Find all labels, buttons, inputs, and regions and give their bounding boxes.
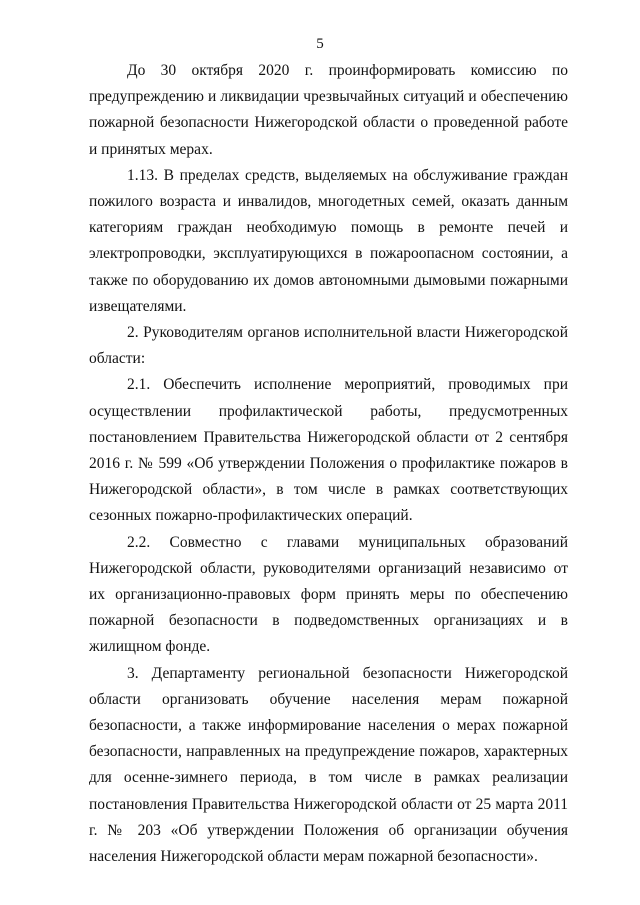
paragraph-2-2: 2.2. Совместно с главами муниципальных образований Нижегородской области, руководителями организаций независимо от их организационно-правовых форм принять меры по обеспечению пожарной безопасности в подведомственных организациях и в жилищном фонде.: [89, 533, 568, 656]
paragraph-1-13: 1.13. В пределах средств, выделяемых на обслуживание граждан пожилого возраста и инвалидов, многодетных семей, оказать данным категориям граждан необходимую помощь в ремонте печей и электропроводки, эксплуатирующихся в пожароопасном состоянии, а также по оборудованию их домов автономными дымовыми пожарными извещателями.: [89, 166, 568, 315]
paragraph-report-deadline: До 30 октября 2020 г. проинформировать комиссию по предупреждению и ликвидации чрезвычайных ситуаций и обеспечению пожарной безопасности Нижегородской области о проведенной работе и принятых мерах.: [89, 62, 568, 158]
paragraph-2: 2. Руководителям органов исполнительной власти Нижегородской области:: [89, 324, 568, 368]
paragraph-3: 3. Департаменту региональной безопасности Нижегородской области организовать обучение населения мерам пожарной безопасности, а также информирование населения о мерах пожарной безопасности, направленных на предупреждение пожаров, характерных для осенне-зимнего периода, в том числе в рамках реализации постановления Правительства Нижегородской области от 25 марта 2011 г. № 203 «Об утверждении Положения об организации обучения населения Нижегородской области мерам пожарной безопасности».: [89, 664, 568, 866]
document-body: [89, 58, 568, 870]
page-number: 5: [316, 36, 324, 52]
paragraph-2-1: 2.1. Обеспечить исполнение мероприятий, проводимых при осуществлении профилактической работы, предусмотренных постановлением Правительства Нижегородской области от 2 сентября 2016 г. № 599 «Об утверждении Положения о профилактике пожаров в Нижегородской области», в том числе в рамках соответствующих сезонных пожарно-профилактических операций.: [89, 376, 568, 525]
